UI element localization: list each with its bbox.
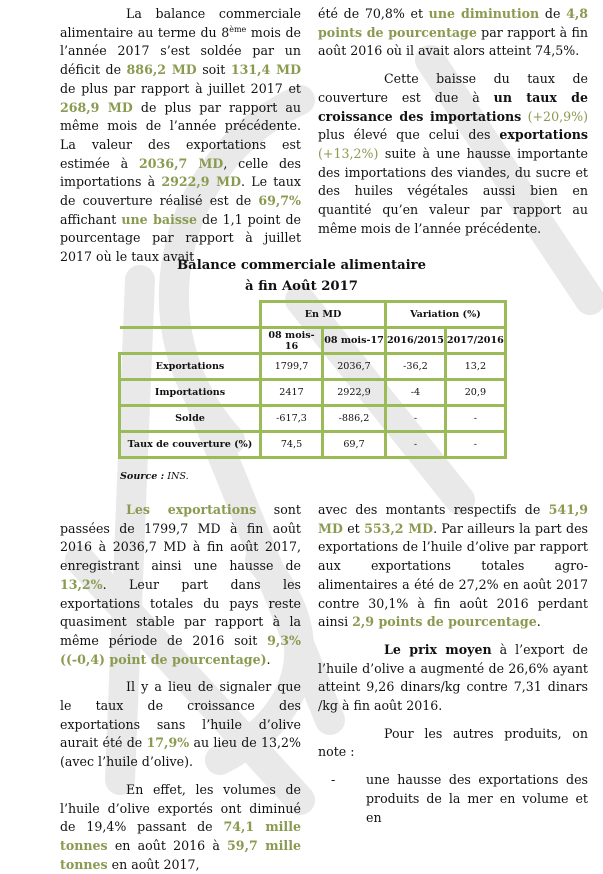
table-row-exportations [120,354,506,380]
table-cell: -36,2 [386,354,446,380]
group-header-variation: Variation (%) [386,302,506,328]
text: en août 2016 à [107,837,228,853]
right-top-column [318,5,588,238]
bold-text: un taux de croissance des importations [318,89,588,124]
table-row-importations [120,380,506,406]
group-header-en-md: En MD [261,302,386,328]
row-header: Exportations [120,354,261,380]
text: de [539,6,567,21]
text: de plus par rapport à juillet 2017 et [60,80,301,96]
highlight-coverage-rate: 69,7% [258,193,301,209]
highlight-value: 131,4 MD [230,62,301,78]
text: au lieu de 13,2% (avec l’huile d’olive). [60,735,301,770]
text: une hausse des exportations des produits de la mer en volume et en [366,772,588,825]
highlight-volume-2016: 74,1 mille tonnes [60,819,302,853]
table-cell: -886,2 [323,406,386,432]
bullet-item [318,771,588,827]
table-corner-blank [120,328,261,354]
text: à l’export de l’huile d’olive a augmenté de 26,6% ayant atteint 9,26 dinars/kg contre 7,31 dinars /kg à fin août 2016. [318,641,588,714]
table-cell: 13,2 [445,354,505,380]
paragraph-trade-balance [60,5,301,267]
bullet-dash: - [331,772,336,788]
trade-balance-table [118,300,507,459]
text: Pour les autres produits, on note : [318,725,588,760]
highlight-points: 4,8 points de pourcentage [318,6,588,40]
paragraph-coverage-drop [318,70,588,238]
text: et [342,520,365,536]
table-cell: 20,9 [445,380,505,406]
highlight-share: 9,3% ((-0,4) point de pourcentage) [60,632,301,667]
paragraph-average-price [318,641,588,716]
table-corner-blank [120,302,261,328]
table-column-header-row [120,328,506,354]
table-cell: 69,7 [323,432,386,458]
text: Cette baisse du taux de couverture est due à [318,71,588,105]
table-cell: 2036,7 [323,354,386,380]
text: . [536,614,541,630]
paragraph-olive-oil-growth [60,678,301,772]
highlight-amount: 541,9 MD [318,502,588,536]
text: été de 70,8% et [318,6,429,21]
text: . Leur part dans les exportations totales du pays reste quasiment stable par rapport à la même période de 2016 soit [60,576,301,648]
table-title-line1: Balance commerciale alimentaire [177,258,426,273]
table-cell: 1799,7 [261,354,323,380]
text: sont passées de 1799,7 MD à fin août 2016 à 2036,7 MD à fin août 2017, enregistrant ainsi une hausse de [60,502,301,574]
text: plus élevé que celui des [318,127,500,143]
highlight-volume-2017: 59,7 mille tonnes [60,837,301,872]
table-cell: - [445,406,505,432]
column-header: 2017/2016 [445,328,505,354]
table-cell: -617,3 [261,406,323,432]
superscript: ème [229,24,247,34]
text: soit [196,62,231,78]
table-cell: 2922,9 [323,380,386,406]
row-header: Solde [120,406,261,432]
highlight-points: 2,9 points de pourcentage [352,614,537,630]
highlight-decrease: une diminution [428,6,540,21]
text: En effet, les volumes de l’huile d’olive exportés ont diminué de 19,4% passant de [60,781,301,835]
column-header: 08 mois-16 [261,328,323,354]
left-top-column [60,5,301,267]
text: . Par ailleurs la part des exportations de l’huile d’olive par rapport aux exportations totales agro-alimentaires a été de 27,2% en août 2017 contre 30,1% à fin août 2016 perdant ainsi [318,520,588,630]
bold-text: exportations [499,127,588,143]
highlight-value: 268,9 MD [60,99,133,115]
text: mois de l’année 2017 s’est soldée par un déficit de [60,24,301,78]
highlight-imports-value: 2922,9 MD [161,174,241,190]
row-header: Importations [120,380,261,406]
highlight-decrease: une baisse [121,211,198,227]
table-source [120,471,189,482]
source-label: Source : [120,471,165,482]
highlight-exports-value: 2036,7 MD [139,155,224,171]
text: de 1,1 point de pourcentage par rapport à juillet 2017 où le taux avait [60,211,301,265]
table-cell: - [386,406,446,432]
text: . [266,651,271,667]
table-cell: 2417 [261,380,323,406]
left-bottom-column [60,501,301,874]
table-group-header-row [120,302,506,328]
table-cell: - [386,432,446,458]
text: Il y a lieu de signaler que le taux de croissance des exportations sans l’huile d’olive aurait été de [60,679,301,751]
highlight-deficit: 886,2 MD [126,62,197,78]
right-bottom-column [318,501,588,827]
bold-text: Le prix moyen [384,641,492,657]
text: affichant [60,211,122,227]
highlight-rate: 17,9% [146,735,190,751]
text: avec des montants respectifs de [318,502,549,517]
paragraph-exports [60,501,301,669]
table-row-taux-couverture [120,432,506,458]
row-header: Taux de couverture (%) [120,432,261,458]
text: de plus par rapport au même mois de l’année précédente. La valeur des exportations est estimée à [60,99,301,171]
paragraph-olive-oil-amounts [318,501,588,632]
column-header: 2016/2015 [386,328,446,354]
paragraph-continuation [318,5,588,61]
text: en août 2017, [107,856,200,872]
highlight-amount: 553,2 MD [364,520,434,536]
table-cell: 74,5 [261,432,323,458]
table-cell: -4 [386,380,446,406]
highlight-growth: 13,2% [60,576,103,592]
highlight-import-growth: (+20,9%) [527,108,588,124]
text: par rapport à fin août 2016 où il avait alors atteint 74,5%. [318,24,588,59]
text: . Le taux de couverture réalisé est de [60,174,301,209]
table-row-solde [120,406,506,432]
column-header: 08 mois-17 [323,328,386,354]
text: suite à une hausse importante des importations des viandes, du sucre et des huiles végétales aussi bien en quantité qu’en valeur par rapport au même mois de l’année précédente. [318,145,588,236]
paragraph-olive-oil-volumes [60,781,301,874]
text: , celle des importations à [60,155,301,190]
table-cell: - [445,432,505,458]
highlight-export-growth: (+13,2%) [318,145,379,161]
table-title [0,255,603,297]
paragraph-other-products [318,725,588,762]
text: La balance commerciale alimentaire au terme du 8 [60,6,301,40]
table-title-line2: à fin Août 2017 [245,279,358,294]
source-value: INS. [164,471,189,482]
highlight-exports: Les exportations [126,502,257,517]
